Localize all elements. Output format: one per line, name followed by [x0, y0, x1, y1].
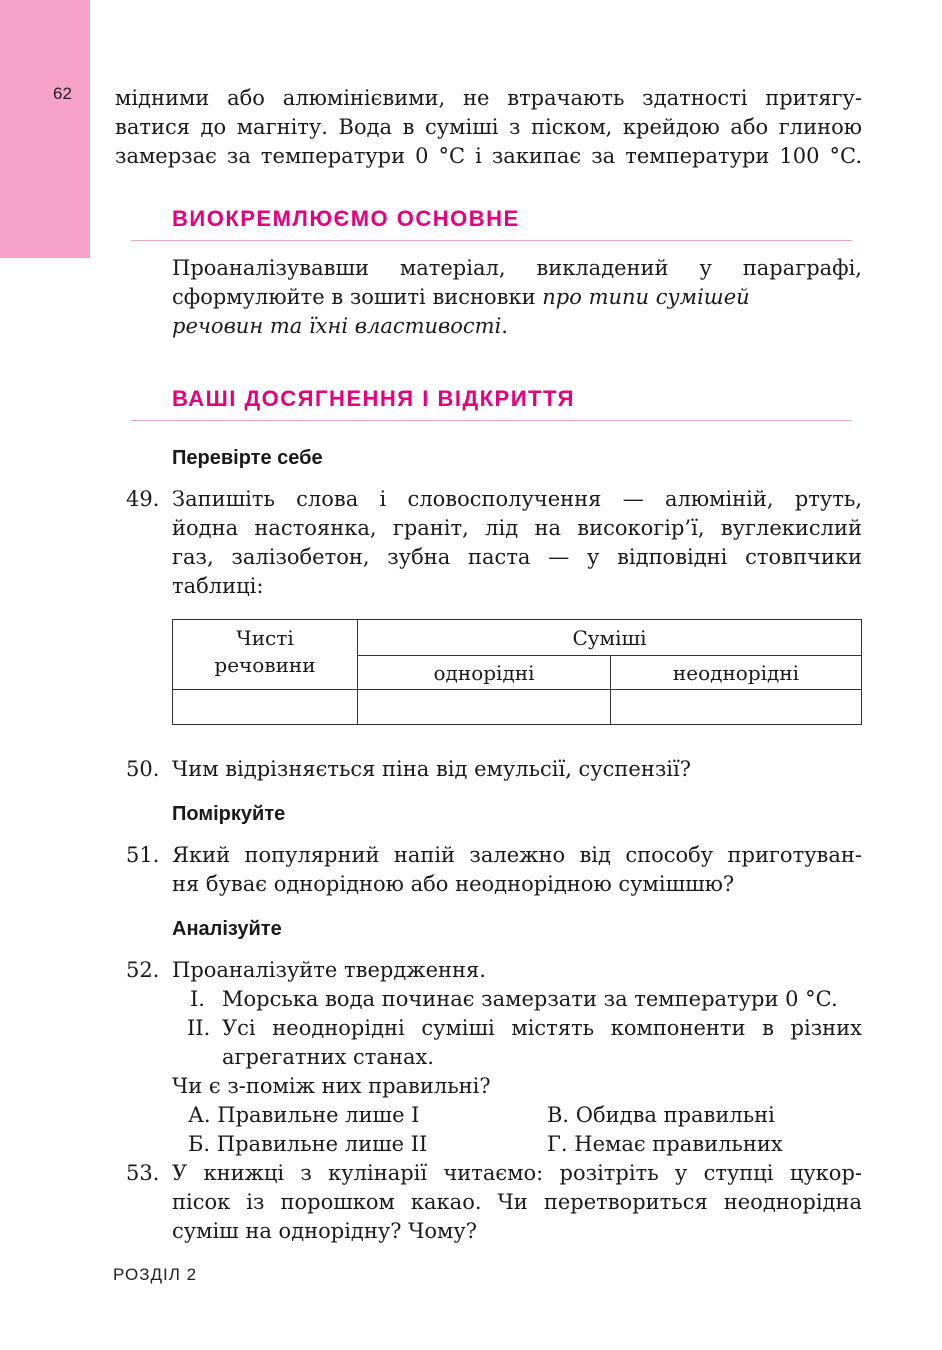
section-heading-main-points: ВИОКРЕМЛЮЄМО ОСНОВНЕ: [172, 206, 520, 231]
statement-1-number: I.: [190, 987, 205, 1011]
table-cell-empty: [611, 690, 862, 725]
statement-2-number: II.: [187, 1016, 211, 1040]
q53-line-3: суміш на однорідну? Чому?: [172, 1219, 477, 1243]
table-header-homogeneous: однорідні: [358, 656, 611, 690]
summary-line-3-end: .: [501, 314, 508, 338]
summary-line-1: Проаналізувавши матеріал, викладений у параграфі,: [172, 256, 862, 280]
question-number-51: 51.: [126, 843, 160, 867]
q52-question: Чи є з-поміж них правильні?: [172, 1074, 491, 1098]
subheading-think: Поміркуйте: [172, 803, 286, 825]
q52-text: Проаналізуйте твердження.: [172, 958, 486, 982]
page-number: 62: [53, 84, 72, 103]
table-header-pure-substances: [173, 620, 358, 690]
table-cell-empty: [358, 690, 611, 725]
subheading-check-yourself: Перевірте себе: [172, 447, 323, 469]
q53-line-2: пісок із порошком какао. Чи перетвориться неоднорідна: [172, 1190, 862, 1214]
question-number-49: 49.: [126, 487, 160, 511]
summary-line-3: [172, 312, 508, 341]
answer-option-a: А. Правильне лише I: [188, 1103, 420, 1127]
q51-line-2: ня буває однорідною або неоднорідною сумішшю?: [172, 872, 735, 896]
intro-line-2: ватися до магніту. Вода в суміші з піском, крейдою або глиною: [115, 115, 862, 139]
statement-2-line-1: Усі неоднорідні суміші містять компоненти в різних: [222, 1016, 862, 1040]
summary-line-3-italic: речовин та їхні властивості: [172, 314, 502, 338]
subheading-analyze: Аналізуйте: [172, 918, 282, 940]
question-number-50: 50.: [126, 757, 160, 781]
summary-line-2-text: сформулюйте в зошиті висновки: [172, 285, 543, 309]
chapter-footer: РОЗДІЛ 2: [113, 1265, 198, 1284]
intro-line-1: мідними або алюмінієвими, не втрачають здатності притягу-: [115, 86, 862, 110]
q51-line-1: Який популярний напій залежно від способу приготуван-: [172, 843, 862, 867]
table-header-mixtures: Суміші: [358, 620, 862, 656]
intro-line-3: замерзає за температури 0 °C і закипає за температури 100 °C.: [115, 144, 862, 168]
table-cell-empty: [173, 690, 358, 725]
question-number-52: 52.: [126, 958, 160, 982]
q50-text: Чим відрізняється піна від емульсії, суспензії?: [172, 757, 691, 781]
q49-line-4: таблиці:: [172, 574, 264, 598]
classification-table: [172, 619, 862, 725]
summary-line-2: [172, 283, 750, 312]
table-header-heterogeneous: неоднорідні: [611, 656, 862, 690]
statement-1-text: Морська вода починає замерзати за температури 0 °C.: [222, 987, 838, 1011]
answer-option-g: Г. Немає правильних: [547, 1132, 783, 1156]
answer-option-v: В. Обидва правильні: [547, 1103, 775, 1127]
page-corner-tab: [0, 0, 90, 258]
q49-line-3: газ, залізобетон, зубна паста — у відповідні стовпчики: [172, 545, 862, 569]
q49-line-2: йодна настоянка, граніт, лід на високогір’ї, вуглекислий: [172, 516, 862, 540]
q53-line-1: У книжці з кулінарії читаємо: розітріть у ступці цукор-: [172, 1161, 862, 1185]
summary-line-2-italic: про типи сумішей: [542, 285, 750, 309]
section-divider: [131, 420, 852, 421]
question-number-53: 53.: [126, 1161, 160, 1185]
section-heading-achievements: ВАШІ ДОСЯГНЕННЯ І ВІДКРИТТЯ: [172, 386, 575, 411]
table-header-pure-line-2: речовини: [214, 653, 316, 677]
statement-2-line-2: агрегатних станах.: [222, 1045, 434, 1069]
table-header-pure-line-1: Чисті: [236, 626, 294, 650]
section-divider: [131, 240, 852, 241]
answer-option-b: Б. Правильне лише II: [188, 1132, 428, 1156]
q49-line-1: Запишіть слова і словосполучення — алюміній, ртуть,: [172, 487, 862, 511]
